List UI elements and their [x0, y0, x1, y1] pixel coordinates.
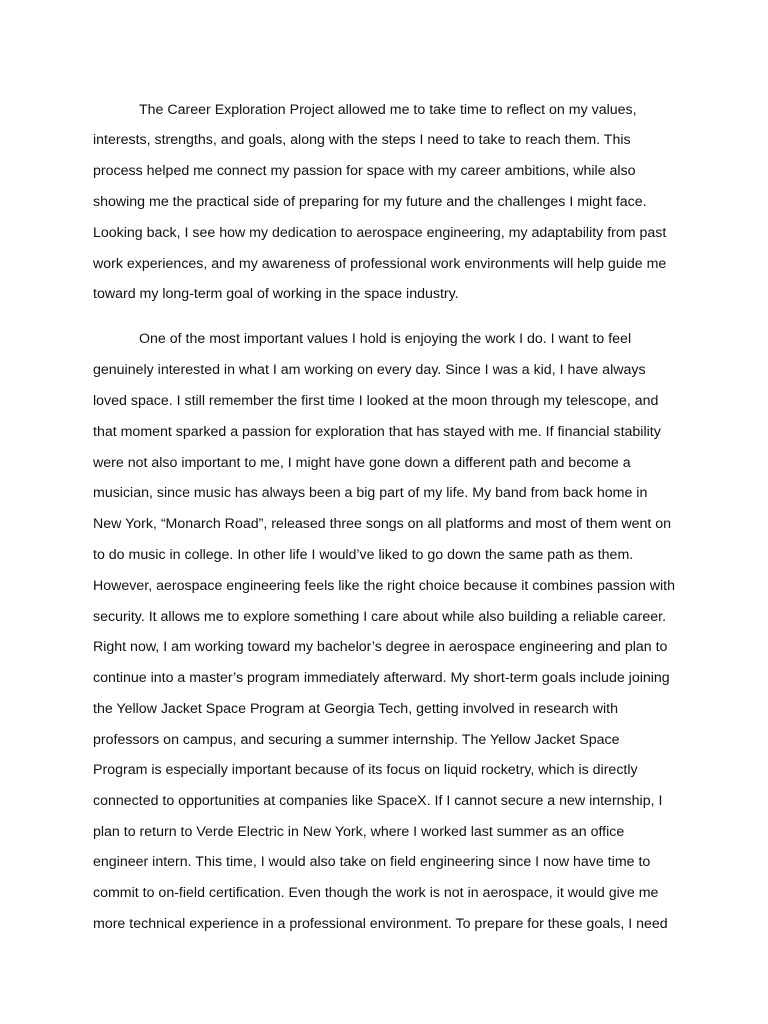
paragraph-1-line-4: showing me the practical side of preparing for my future and the challenges I might face.	[93, 194, 647, 210]
paragraph-2-line-16: connected to opportunities at companies like SpaceX. If I cannot secure a new internship, I	[93, 793, 663, 809]
paragraph-2-line-9: However, aerospace engineering feels like the right choice because it combines passion with	[93, 578, 676, 594]
paragraph-2-line-13: the Yellow Jacket Space Program at Georgia Tech, getting involved in research with	[93, 701, 618, 717]
paragraph-1-line-1: The Career Exploration Project allowed me to take time to reflect on my values,	[139, 102, 637, 118]
paragraph-2-line-14: professors on campus, and securing a summer internship. The Yellow Jacket Space	[93, 732, 620, 748]
paragraph-1-line-7: toward my long-term goal of working in the space industry.	[93, 286, 459, 302]
paragraph-1-line-5: Looking back, I see how my dedication to aerospace engineering, my adaptability from past	[93, 225, 667, 241]
paragraph-2-line-1: One of the most important values I hold is enjoying the work I do. I want to feel	[139, 331, 632, 347]
paragraph-1-line-6: work experiences, and my awareness of professional work environments will help guide me	[93, 256, 667, 272]
paragraph-2-line-12: continue into a master’s program immediately afterward. My short-term goals include joining	[93, 670, 670, 686]
paragraph-2-line-3: loved space. I still remember the first time I looked at the moon through my telescope, and	[93, 393, 659, 409]
paragraph-2-line-4: that moment sparked a passion for exploration that has stayed with me. If financial stability	[93, 424, 661, 440]
paragraph-2-line-7: New York, “Monarch Road”, released three songs on all platforms and most of them went on	[93, 516, 672, 532]
paragraph-2-line-15: Program is especially important because of its focus on liquid rocketry, which is directly	[93, 762, 638, 778]
paragraph-1-line-2: interests, strengths, and goals, along with the steps I need to take to reach them. This	[93, 132, 631, 148]
paragraph-2-line-19: commit to on-field certification. Even though the work is not in aerospace, it would give me	[93, 885, 659, 901]
paragraph-2-line-10: security. It allows me to explore something I care about while also building a reliable career.	[93, 609, 667, 625]
paragraph-2-line-2: genuinely interested in what I am working on every day. Since I was a kid, I have always	[93, 362, 646, 378]
paragraph-2-line-11: Right now, I am working toward my bachelor’s degree in aerospace engineering and plan to	[93, 639, 668, 655]
paragraph-2-line-17: plan to return to Verde Electric in New York, where I worked last summer as an office	[93, 824, 625, 840]
paragraph-2-line-8: to do music in college. In other life I would’ve liked to go down the same path as them.	[93, 547, 634, 563]
paragraph-2-line-6: musician, since music has always been a big part of my life. My band from back home in	[93, 485, 648, 501]
paragraph-2-line-20: more technical experience in a professional environment. To prepare for these goals, I need	[93, 916, 668, 932]
paragraph-1-line-3: process helped me connect my passion for space with my career ambitions, while also	[93, 163, 636, 179]
paragraph-2-line-5: were not also important to me, I might have gone down a different path and become a	[93, 455, 631, 471]
paragraph-2-line-18: engineer intern. This time, I would also take on field engineering since I now have time to	[93, 854, 651, 870]
